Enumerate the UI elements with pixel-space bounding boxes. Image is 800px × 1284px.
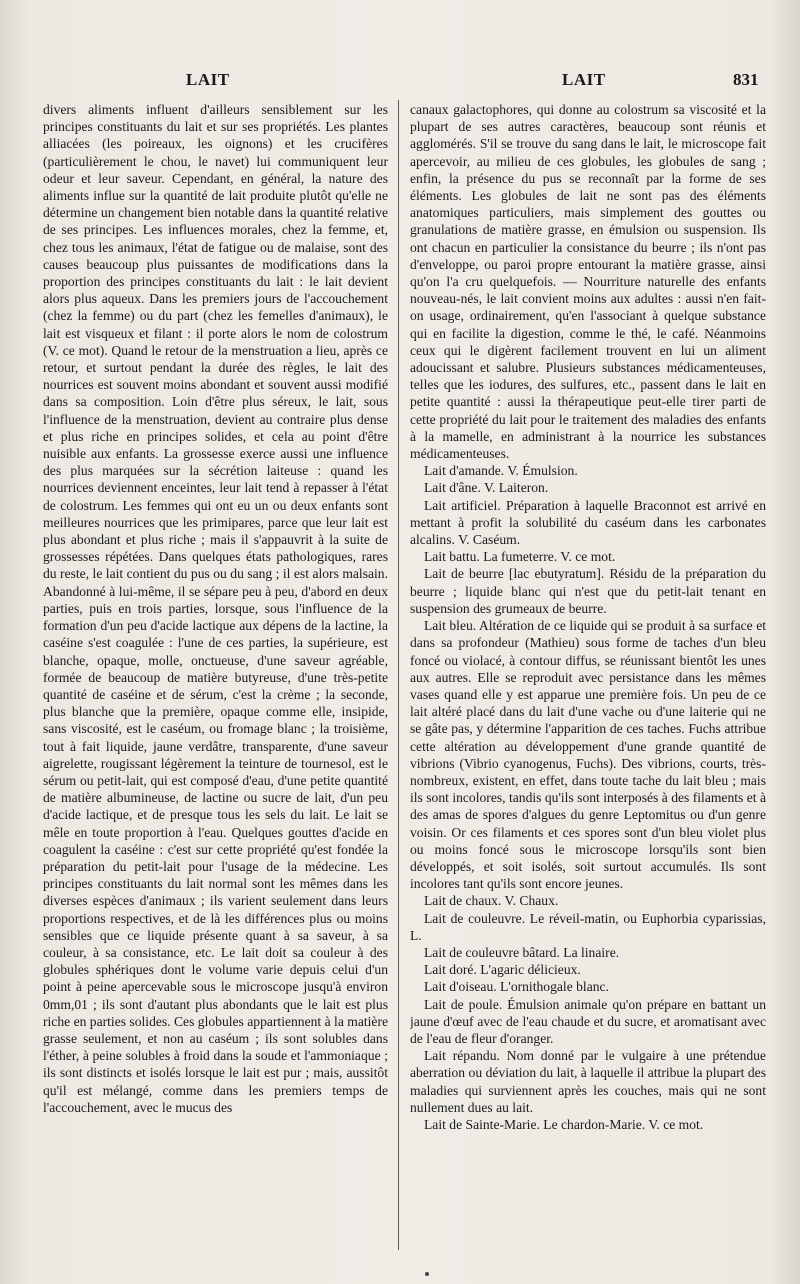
page-number: 831 — [733, 70, 759, 89]
column-divider — [398, 100, 399, 1250]
dictionary-entry-lait-de-beurre: Lait de beurre [lac ebutyratum]. Résidu de la préparation du beurre ; liquide blanc qui n'est que du petit-lait tenant en suspension des grumeaux de beurre. — [410, 566, 766, 616]
left-column — [43, 101, 388, 1251]
dictionary-entry-lait-artificiel: Lait artificiel. Préparation à laquelle Braconnot est arrivé en mettant à profit la solubilité du caséum dans les carbonates alcalins. V. Caséum. — [410, 497, 766, 548]
dictionary-entry-lait-de-couleuvre: Lait de couleuvre. Le réveil-matin, ou Euphorbia cyparissias, L. — [410, 910, 766, 943]
running-header — [0, 70, 800, 94]
print-speck — [425, 1272, 429, 1276]
dictionary-entry-lait-damande: Lait d'amande. V. Émulsion. — [424, 463, 578, 479]
dictionary-entry-lait-de-poule: Lait de poule. Émulsion animale qu'on prépare en battant un jaune d'œuf avec de l'eau chaude et du sucre, et aromatisant avec de l'eau de fleur d'oranger. — [410, 996, 766, 1046]
dictionary-entry-lait-de-chaux: Lait de chaux. V. Chaux. — [424, 893, 559, 909]
running-head-left: LAIT — [186, 70, 230, 89]
dictionary-entry-lait-de-couleuvre-batard: Lait de couleuvre bâtard. La linaire. — [424, 944, 620, 960]
dictionary-entry-lait-dane: Lait d'âne. V. Laiteron. — [424, 480, 549, 496]
running-head-center: LAIT — [562, 70, 606, 89]
dictionary-entry-lait-battu: Lait battu. La fumeterre. V. ce mot. — [424, 549, 616, 565]
dictionary-entry-lait-dore: Lait doré. L'agaric délicieux. — [424, 962, 581, 978]
dictionary-entry-lait-doiseau: Lait d'oiseau. L'ornithogale blanc. — [424, 979, 609, 995]
dictionary-entry-lait-bleu: Lait bleu. Altération de ce liquide qui se produit à sa surface et dans sa profondeur (Mathieu) sous forme de taches d'un bleu foncé ou violacé, à contour diffus, se réunissant bientôt les unes aux autres. Elle se reproduit avec persistance dans les mêmes vases quand elle y est apparue une première fois. Un peu de ce lait altéré placé dans du lait d'une vache ou d'une laiterie qui ne se gâte pas, y détermine l'apparition de ces taches. Fuchs attribue cette altération au développement d'une grande quantité de vibrions (Vibrio cyanogenus, Fuchs). Des vibrions, courts, très-nombreux, existent, en effet, dans toute tache du lait bleu ; mais ils sont incolores, tandis qu'ils sont interposés à des filaments et à des amas de spores d'algues du genre Leptomitus ou d'un genre voisin. Or ces filaments et ces spores sont d'un bleu violet plus ou moins foncé sous le microscope lorsqu'ils sont bien développés, et soit isolés, soit surtout accumulés. Ils sont incolores tant qu'ils sont encore jeunes. — [410, 618, 766, 892]
right-column — [410, 101, 766, 1251]
left-column-text: divers aliments influent d'ailleurs sensiblement sur les principes constituants du lait et sur ses propriétés. Les plantes alliacées (les poireaux, les oignons) et les crucifères (particulièrement le chou, le navet) lui communiquent leur odeur et leur saveur. Cependant, en général, la nature des aliments influe sur la quantité de lait produite plutôt qu'elle ne détermine un changement bien notable dans la quantité relative de ses principes. Les influences morales, chez la femme, et, chez tous les animaux, l'état de fatigue ou de malaise, sont des causes beaucoup plus puissantes de modifications dans la proportion des principes constituants du lait : le lait devient alors plus aqueux. Dans les premiers jours de l'accouchement (chez la femme) ou du part (chez les femelles d'animaux), le lait est visqueux et filant : il porte alors le nom de colostrum (V. ce mot). Quand le retour de la menstruation a lieu, après ce retour, et surtout pendant la durée des règles, le lait des nourrices est souvent moins abondant et souvent aussi modifié dans sa composition. Loin d'être plus séreux, le lait, sous l'influence de la menstruation, devient au contraire plus dense et plus riche en principes solides, et cela au point d'être nuisible aux enfants. La grossesse exerce aussi une influence des plus marquées sur la sécrétion laiteuse : quand les nourrices deviennent enceintes, leur lait tend à repasser à l'état de colostrum. Les femmes qui ont eu un ou deux enfants sont meilleures nourrices que les primipares, parce que leur lait est plus abondant et plus riche ; mais il s'appauvrit à la suite de grossesses répétées. Dans quelques états pathologiques, rares du reste, le lait contient du pus ou du sang ; il est alors malsain. Abandonné à lui-même, il se sépare peu à peu, d'abord en deux parties, puis en trois parties, lorsque, sous l'influence de la formation d'un peu d'acide lactique aux dépens de la lactine, la caséine s'est coagulée : l'une de ces parties, la supérieure, est blanche, opaque, molle, onctueuse, d'une saveur agréable, formée de beaucoup de matière butyreuse, d'une très-petite quantité de caséine et de sérum, c'est la crème ; la seconde, plus blanche que la première, opaque comme elle, insipide, sans viscosité, est le caséum, ou fromage blanc ; la troisième, tout à fait liquide, jaune verdâtre, transparente, d'une saveur aigrelette, rougissant légèrement la teinture de tournesol, est le sérum ou petit-lait, qui est composé d'eau, d'une petite quantité de matière albumineuse, de lactine ou sucre de lait, d'un peu d'acide lactique, et de presque tous les sels du lait. Le lait se mêle en toute proportion à l'eau. Quelques gouttes d'acide en coagulent la caséine : c'est sur cette propriété qu'est fondée la préparation du petit-lait pour l'usage de la médecine. Les principes constituants du lait normal sont les mêmes dans les diverses espèces d'animaux ; ils varient seulement dans leurs proportions respectives, et de là les différences plus ou moins sensibles que ce liquide présente quant à sa saveur, à sa couleur, à sa consistance, etc. Le lait doit sa couleur à des globules sphériques dont le volume varie depuis celui d'un point à peine apercevable sous le microscope jusqu'à environ 0mm,01 ; ils sont d'autant plus abondants que le lait est plus riche en parties solides. Ces globules appartiennent à la matière grasse seulement, et non au caséum ; ils sont solubles dans l'éther, à peine solubles à froid dans la soude et l'ammoniaque ; ils sont distincts et isolés lorsque le lait est pur ; mais, aussitôt qu'il est mélangé, comme dans les premiers temps de l'accouchement, avec le mucus des — [43, 102, 388, 1115]
right-column-paragraph: canaux galactophores, qui donne au colostrum sa viscosité et la plupart de ses autres caractères, beaucoup sont réunis et agglomérés. S'il se trouve du sang dans le lait, le microscope fait apercevoir, au milieu de ces globules, les globules de sang ; enfin, la présence du pus se reconnaît par la forme de ses éléments. Les globules de lait ne sont pas des éléments anatomiques particuliers, mais simplement des gouttes ou granulations de matière grasse, en émulsion ou suspension. Ils ont chacun en particulier la consistance du beurre ; ils n'ont pas d'enveloppe, ou paroi propre entourant la matière grasse, ainsi qu'on l'a cru quelquefois. — Nourriture naturelle des enfants nouveau-nés, le lait convient moins aux adultes : aussi n'en fait-on usage, ordinairement, qu'en l'associant à quelque substance qui en facilite la digestion, comme le thé, le café. Néanmoins ceux qui le digèrent facilement trouvent en lui un aliment adoucissant et salubre. Plusieurs substances médicamenteuses, telles que les iodures, des sulfures, etc., passent dans le lait en petite quantité : aussi la thérapeutique peut-elle tirer parti de cette propriété du lait pour le traitement des maladies des enfants à la mamelle, en administrant à la nourrice les substances médicamenteuses. — [410, 102, 766, 462]
dictionary-entry-lait-de-sainte-marie: Lait de Sainte-Marie. Le chardon-Marie. V. ce mot. — [424, 1116, 704, 1132]
dictionary-entry-lait-repandu: Lait répandu. Nom donné par le vulgaire à une prétendue aberration ou déviation du lait, à laquelle il attribue la plupart des maladies qui surviennent après les couches, mais qui ne sont nullement dues au lait. — [410, 1048, 766, 1115]
